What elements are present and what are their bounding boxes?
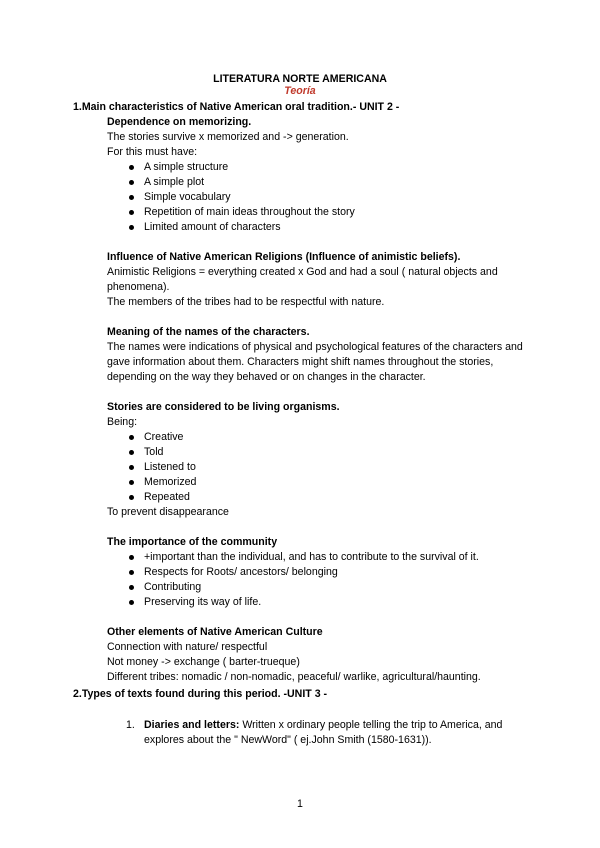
list-item: Told bbox=[107, 445, 527, 460]
section-1-heading: 1.Main characteristics of Native American oral tradition.- UNIT 2 - bbox=[73, 101, 400, 113]
memorizing-heading: Dependence on memorizing. bbox=[107, 116, 252, 128]
religions-heading: Influence of Native American Religions (Influence of animistic beliefs). bbox=[107, 251, 461, 263]
list-item: Simple vocabulary bbox=[107, 190, 527, 205]
list-item: Limited amount of characters bbox=[107, 220, 527, 235]
religions-line: Animistic Religions = everything created x God and had a soul ( natural objects and phenomena). bbox=[107, 266, 498, 293]
list-item: Contributing bbox=[107, 580, 527, 595]
item-text bbox=[144, 718, 536, 748]
living-outro: To prevent disappearance bbox=[107, 506, 229, 518]
living-heading: Stories are considered to be living organisms. bbox=[107, 401, 340, 413]
list-item: Repetition of main ideas throughout the story bbox=[107, 205, 527, 220]
list-item: Memorized bbox=[107, 475, 527, 490]
item-body: Written x ordinary people telling the trip to America, and explores about the " NewWord" ( ej.John Smith (1580-1631)). bbox=[144, 719, 503, 746]
list-item: Respects for Roots/ ancestors/ belonging bbox=[107, 565, 527, 580]
memorizing-line: The stories survive x memorized and -> generation. bbox=[107, 131, 349, 143]
section-1-body bbox=[107, 115, 527, 685]
list-item: +important than the individual, and has to contribute to the survival of it. bbox=[107, 550, 527, 565]
item-number: 1. bbox=[126, 719, 135, 731]
list-item: A simple structure bbox=[107, 160, 527, 175]
document-subtitle: Teoría bbox=[284, 85, 316, 97]
page-number: 1 bbox=[297, 798, 303, 810]
document-title: LITERATURA NORTE AMERICANA bbox=[213, 73, 387, 85]
names-paragraph: The names were indications of physical and psychological features of the characters and gave information about them. Characters might shift names throughout the stories, depending on the way they behaved or on changes in the character. bbox=[107, 341, 523, 383]
list-item: Listened to bbox=[107, 460, 527, 475]
religions-line: The members of the tribes had to be respectful with nature. bbox=[107, 296, 385, 308]
culture-line: Not money -> exchange ( barter-trueque) bbox=[107, 656, 300, 668]
list-item: Preserving its way of life. bbox=[107, 595, 527, 610]
numbered-item bbox=[126, 718, 536, 748]
culture-heading: Other elements of Native American Culture bbox=[107, 626, 323, 638]
list-item: Creative bbox=[107, 430, 527, 445]
item-bold-label: Diaries and letters: bbox=[144, 719, 240, 731]
list-item: Repeated bbox=[107, 490, 527, 505]
community-list bbox=[107, 550, 527, 610]
names-heading: Meaning of the names of the characters. bbox=[107, 326, 310, 338]
memorizing-line: For this must have: bbox=[107, 146, 198, 158]
culture-line: Connection with nature/ respectful bbox=[107, 641, 268, 653]
section-2-heading: 2.Types of texts found during this period. -UNIT 3 - bbox=[73, 688, 328, 700]
memorizing-list bbox=[107, 160, 527, 235]
culture-line: Different tribes: nomadic / non-nomadic, peaceful/ warlike, agricultural/haunting. bbox=[107, 671, 481, 683]
living-list bbox=[107, 430, 527, 505]
list-item: A simple plot bbox=[107, 175, 527, 190]
community-heading: The importance of the community bbox=[107, 536, 278, 548]
living-intro: Being: bbox=[107, 416, 138, 428]
